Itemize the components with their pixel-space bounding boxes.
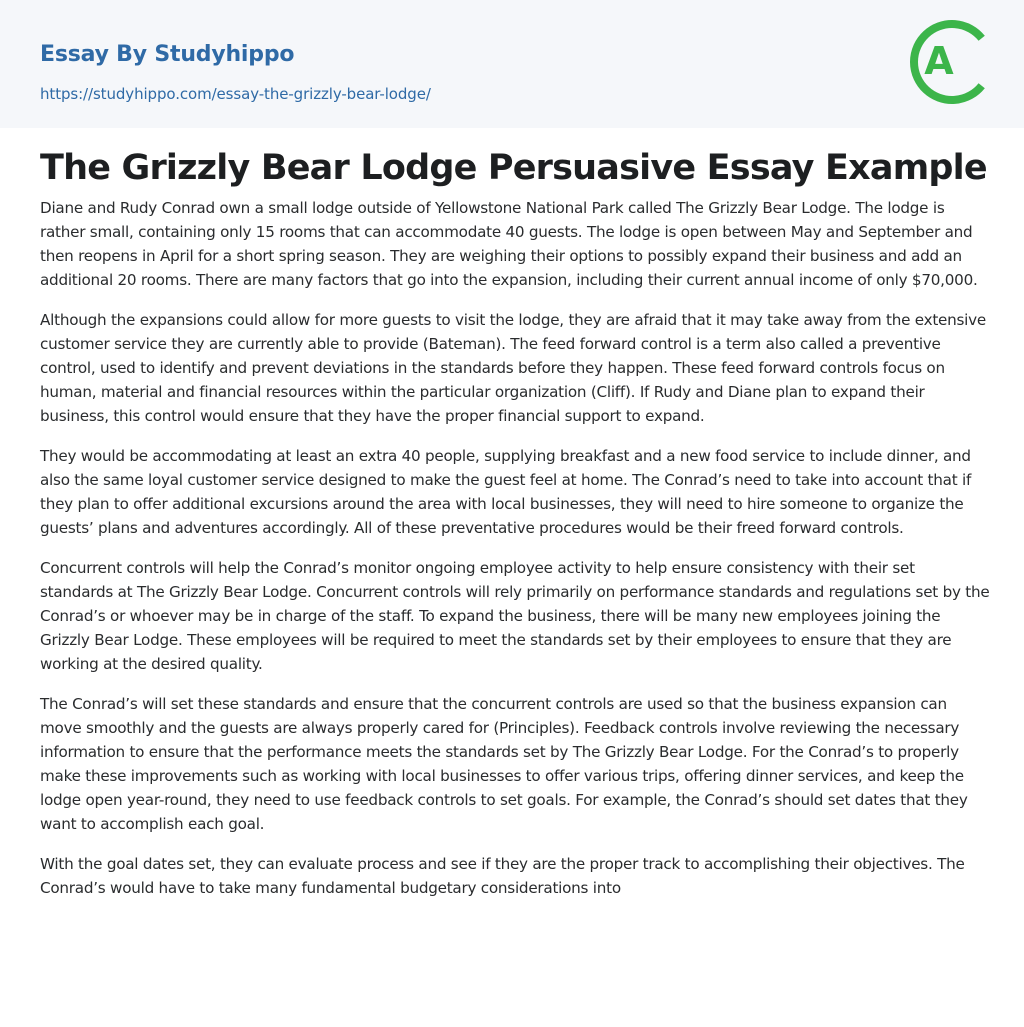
paragraph: Although the expansions could allow for more guests to visit the lodge, they are afraid that it may take away from the extensive customer service they are currently able to provide (Bateman). The feed forward control is a term also called a preventive control, used to identify and prevent deviations in the standards before they happen. These feed forward controls focus on human, material and financial resources within the particular organization (Cliff). If Rudy and Diane plan to expand their business, this control would ensure that they have the proper financial support to expand. (40, 311, 986, 425)
studyhippo-logo-icon[interactable] (904, 18, 990, 106)
paragraph: Concurrent controls will help the Conrad’s monitor ongoing employee activity to help ensure consistency with their set standards at The Grizzly Bear Lodge. Concurrent controls will rely primarily on performance standards and regulations set by the Conrad’s or whoever may be in charge of the staff. To expand the business, there will be many new employees joining the Grizzly Bear Lodge. These employees will be required to meet the standards set by their employees to ensure that they are working at the desired quality. (40, 559, 990, 673)
article (40, 146, 990, 916)
logo-letter: A (924, 39, 954, 83)
essay-url-link[interactable]: https://studyhippo.com/essay-the-grizzly-bear-lodge/ (40, 85, 431, 103)
paragraph: The Conrad’s will set these standards and ensure that the concurrent controls are used so that the business expansion can move smoothly and the guests are always properly cared for (Principles). Feedback controls involve reviewing the necessary information to ensure that the performance meets the standards set by The Grizzly Bear Lodge. For the Conrad’s to properly make these improvements such as working with local businesses to offer various trips, offering dinner services, and keep the lodge open year-round, they need to use feedback controls to set goals. For example, the Conrad’s should set dates that they want to accomplish each goal. (40, 695, 968, 833)
page-title: The Grizzly Bear Lodge Persuasive Essay Example (40, 148, 987, 188)
paragraph: With the goal dates set, they can evaluate process and see if they are the proper track to accomplishing their objectives. The Conrad’s would have to take many fundamental budgetary considerations into (40, 855, 965, 897)
paragraph: Diane and Rudy Conrad own a small lodge outside of Yellowstone National Park called The Grizzly Bear Lodge. The lodge is rather small, containing only 15 rooms that can accommodate 40 guests. The lodge is open between May and September and then reopens in April for a short spring season. They are weighing their options to possibly expand their business and add an additional 20 rooms. There are many factors that go into the expansion, including their current annual income of only $70,000. (40, 199, 978, 289)
site-brand[interactable]: Essay By Studyhippo (40, 42, 295, 67)
paragraph: They would be accommodating at least an extra 40 people, supplying breakfast and a new food service to include dinner, and also the same loyal customer service designed to make the guest feel at home. The Conrad’s need to take into account that if they plan to offer additional excursions around the area with local businesses, they will need to hire someone to organize the guests’ plans and adventures accordingly. All of these preventative procedures would be their freed forward controls. (40, 447, 972, 537)
site-header (0, 0, 1024, 128)
